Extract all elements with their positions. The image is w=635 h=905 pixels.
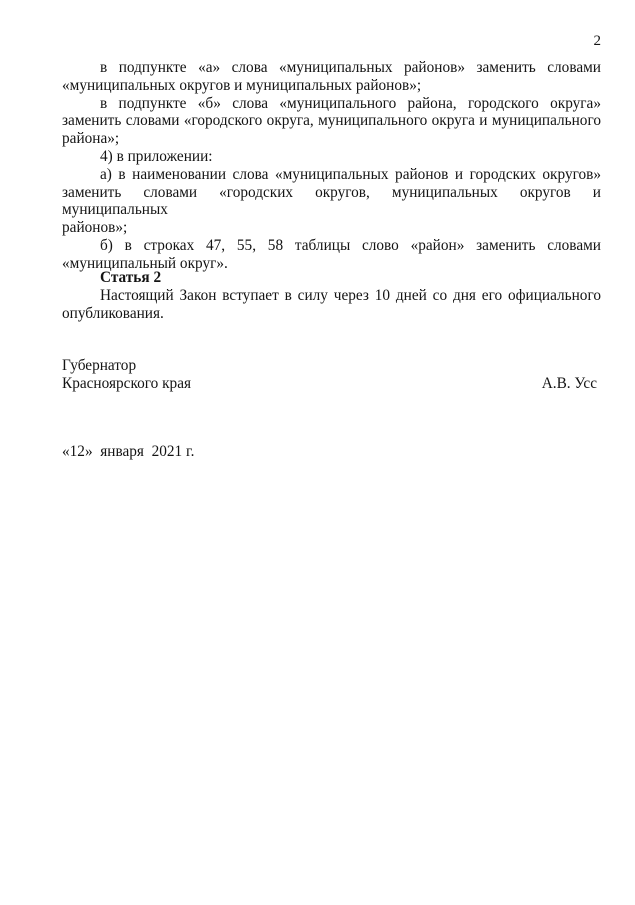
- amendment-paragraph-b: [62, 95, 601, 148]
- signature-row: [62, 375, 601, 393]
- paragraph-line: районов»;: [62, 219, 128, 237]
- amendment-subitem-a: [62, 166, 601, 237]
- paragraph-line: района»;: [62, 130, 120, 148]
- amendment-paragraph-a: [62, 59, 601, 95]
- paragraph-line: в подпункте «б» слова «муниципального района, городского округа»: [100, 94, 601, 112]
- paragraph-line: в подпункте «а» слова «муниципальных районов» заменить словами: [100, 59, 601, 76]
- document-date: «12» января 2021 г.: [62, 443, 195, 460]
- signatory-name: А.В. Усс: [541, 374, 597, 392]
- amendments-section: [62, 59, 601, 273]
- article-heading: Статья 2: [100, 269, 162, 286]
- paragraph-line: Настоящий Закон вступает в силу через 10 дней со дня его официального: [100, 286, 601, 304]
- paragraph-line: «муниципальных округов и муниципальных районов»;: [62, 76, 422, 94]
- paragraph-line: заменить словами «городских округов, муниципальных округов и муниципальных: [62, 183, 601, 219]
- amendment-item-4: [62, 148, 601, 166]
- paragraph-line: опубликования.: [62, 304, 164, 322]
- paragraph-line: 4) в приложении:: [100, 147, 213, 165]
- amendment-subitem-b: [62, 237, 601, 273]
- article-2-section: [62, 269, 601, 322]
- signatory-position-line1: Губернатор: [62, 357, 137, 374]
- page-number: 2: [593, 33, 601, 49]
- paragraph-line: б) в строках 47, 55, 58 таблицы слово «район» заменить словами: [100, 236, 601, 254]
- paragraph-line: «муниципальный округ».: [62, 254, 228, 272]
- signature-block: [62, 357, 601, 393]
- paragraph-line: заменить словами «городского округа, муниципального округа и муниципального: [62, 112, 601, 130]
- signatory-position-line2: Красноярского края: [62, 374, 192, 392]
- paragraph-line: а) в наименовании слова «муниципальных районов и городских округов»: [100, 165, 601, 183]
